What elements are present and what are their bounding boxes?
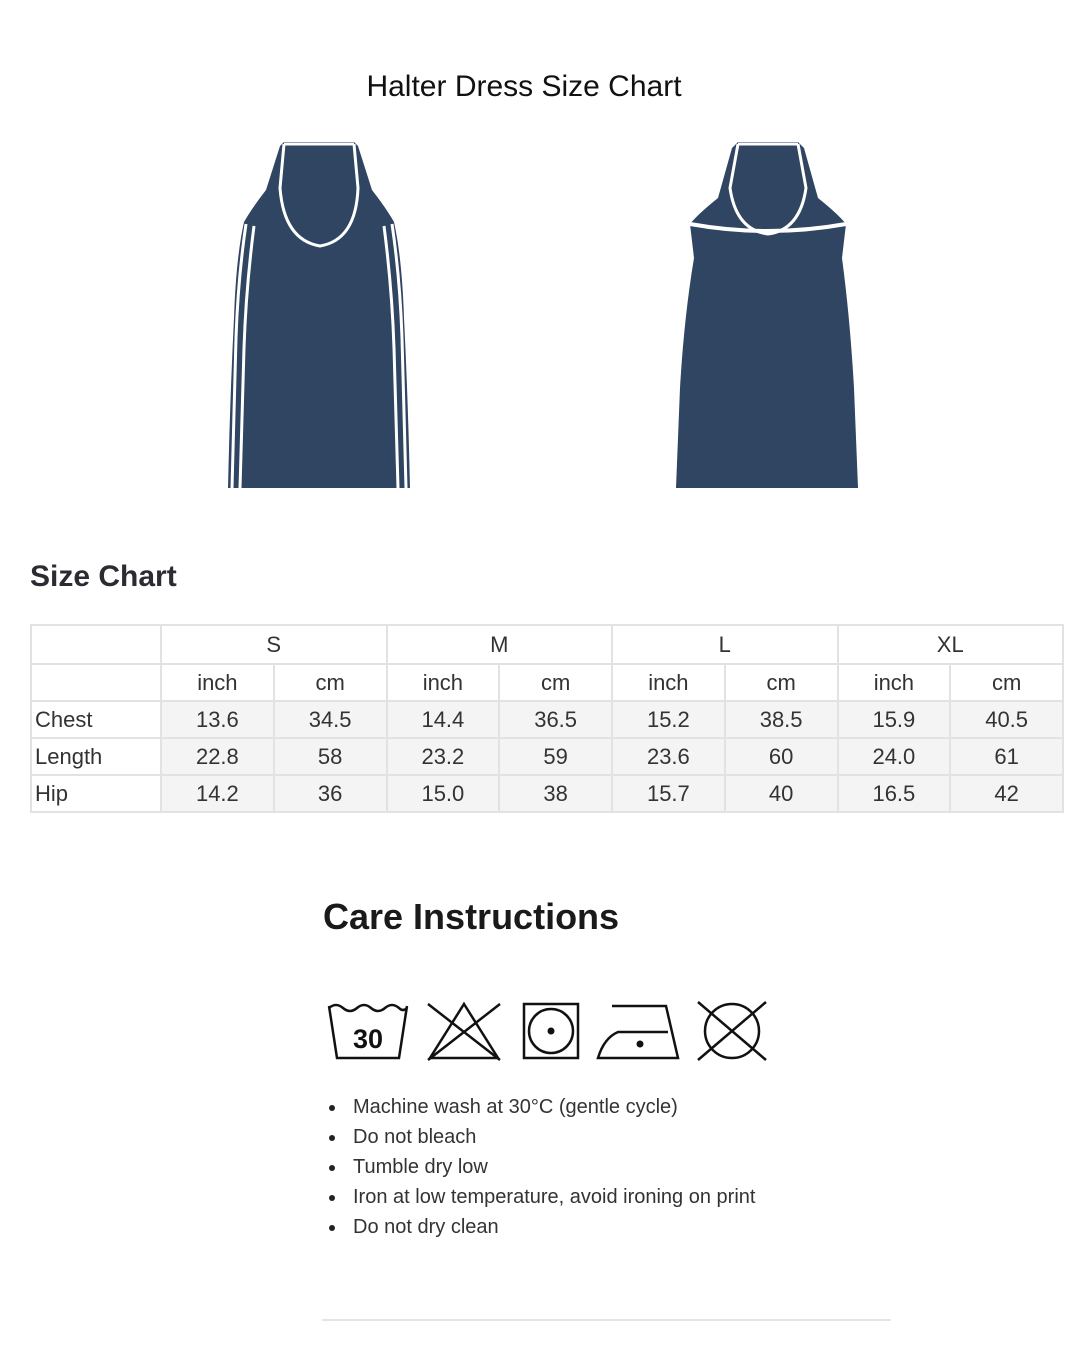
table-cell: 14.2 (161, 775, 274, 812)
table-cell: 15.7 (612, 775, 725, 812)
table-cell: 60 (725, 738, 838, 775)
size-header-m: M (387, 625, 613, 664)
table-cell: 16.5 (838, 775, 951, 812)
row-label-length: Length (31, 738, 161, 775)
table-cell: 61 (950, 738, 1063, 775)
table-cell: 14.4 (387, 701, 500, 738)
table-cell: 40 (725, 775, 838, 812)
table-cell: 59 (499, 738, 612, 775)
table-cell: 58 (274, 738, 387, 775)
table-cell: 36.5 (499, 701, 612, 738)
bottom-divider (322, 1319, 891, 1321)
wash-temperature-label: 30 (352, 1024, 384, 1054)
table-cell: 22.8 (161, 738, 274, 775)
iron-low-icon (596, 1000, 682, 1062)
do-not-bleach-icon (426, 1000, 502, 1062)
table-row (31, 738, 1063, 775)
size-header-s: S (161, 625, 387, 664)
unit-header: cm (950, 664, 1063, 701)
unit-header: cm (725, 664, 838, 701)
unit-header: inch (838, 664, 951, 701)
table-cell: 40.5 (950, 701, 1063, 738)
table-cell: 15.0 (387, 775, 500, 812)
table-row (31, 775, 1063, 812)
list-item: Iron at low temperature, avoid ironing on print (323, 1182, 755, 1212)
list-item: Do not bleach (323, 1122, 755, 1152)
unit-header-row (31, 664, 1063, 701)
size-header-l: L (612, 625, 838, 664)
page-title: Halter Dress Size Chart (366, 70, 682, 103)
size-chart-table (30, 624, 1064, 813)
list-item: Do not dry clean (323, 1212, 755, 1242)
table-cell: 23.2 (387, 738, 500, 775)
list-item: Machine wash at 30°C (gentle cycle) (323, 1092, 755, 1122)
row-label-hip: Hip (31, 775, 161, 812)
table-cell: 42 (950, 775, 1063, 812)
size-header-row (31, 625, 1063, 664)
unit-header: cm (274, 664, 387, 701)
table-cell: 23.6 (612, 738, 725, 775)
table-cell: 15.9 (838, 701, 951, 738)
table-cell: 15.2 (612, 701, 725, 738)
table-cell: 13.6 (161, 701, 274, 738)
halter-dress-back-icon (672, 138, 864, 492)
size-chart-heading: Size Chart (30, 560, 177, 593)
corner-cell (31, 664, 161, 701)
unit-header: cm (499, 664, 612, 701)
do-not-dry-clean-icon (696, 1000, 768, 1062)
table-cell: 34.5 (274, 701, 387, 738)
care-instructions-list (323, 1092, 755, 1242)
size-header-xl: XL (838, 625, 1064, 664)
unit-header: inch (161, 664, 274, 701)
table-row (31, 701, 1063, 738)
table-cell: 38.5 (725, 701, 838, 738)
tumble-dry-low-icon (522, 1000, 580, 1062)
unit-header: inch (612, 664, 725, 701)
machine-wash-30-icon (326, 1000, 410, 1062)
table-cell: 38 (499, 775, 612, 812)
unit-header: inch (387, 664, 500, 701)
row-label-chest: Chest (31, 701, 161, 738)
care-instructions-heading: Care Instructions (323, 896, 620, 937)
table-cell: 24.0 (838, 738, 951, 775)
halter-dress-front-icon (222, 138, 414, 492)
corner-cell (31, 625, 161, 664)
list-item: Tumble dry low (323, 1152, 755, 1182)
table-cell: 36 (274, 775, 387, 812)
